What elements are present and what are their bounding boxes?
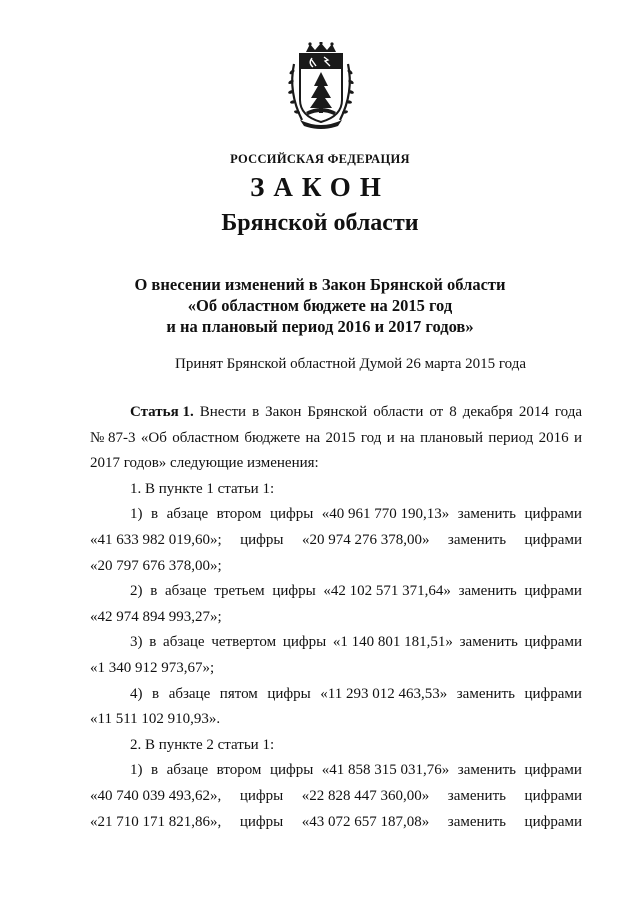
amendment-line (90, 682, 582, 708)
article-first-line (90, 400, 582, 426)
article-line (90, 451, 582, 477)
text-word: пятом (219, 685, 258, 702)
text-word: цифры (240, 531, 284, 548)
text-word: «41 858 315 031,76» (321, 762, 450, 779)
text-word: цифрами (524, 506, 582, 523)
text-word: цифры (269, 762, 314, 779)
text-word: втором (216, 762, 262, 779)
text-word: и (573, 429, 582, 446)
article-line (90, 426, 582, 452)
text-word: заменить (457, 506, 516, 523)
amendment-line (90, 707, 582, 733)
text-word: 1) (130, 506, 143, 523)
text-word: «40 961 770 190,13» (321, 506, 450, 523)
text-word: 2017 годов» следующие изменения: (90, 455, 319, 472)
text-word: цифры (239, 813, 284, 830)
text-word: абзаце (166, 762, 209, 779)
text-word: декабря (462, 404, 513, 420)
text-word: «42 102 571 371,64» (323, 583, 451, 600)
text-word: цифры (269, 506, 314, 523)
text-word: «1 140 801 181,51» (332, 634, 453, 651)
text-word: Брянской (307, 404, 368, 420)
text-word: Внести (199, 404, 247, 420)
amendment-line (90, 656, 582, 682)
adoption-note: Принят Брянской областной Думой 26 марта 2015 года (175, 356, 526, 372)
text-word: плановый (420, 429, 484, 446)
amendment-line (90, 733, 582, 759)
text-word: бюджете (244, 429, 301, 446)
law-title-line: и на плановый период 2016 и 2017 годов» (166, 317, 474, 336)
text-word: цифры (267, 685, 311, 702)
text-word: 3) (130, 634, 143, 651)
text-word: 8 (449, 404, 457, 420)
text-word: 1) (130, 762, 143, 779)
text-word: абзаце (168, 685, 211, 702)
text-word: заменить (458, 583, 517, 600)
text-word: 4) (130, 685, 143, 702)
law-title-line: О внесении изменений в Закон Брянской области (134, 275, 506, 294)
text-word: в (151, 506, 159, 523)
text-word: цифрами (524, 531, 582, 548)
amendment-line (90, 630, 582, 656)
text-word: «11 511 102 910,93». (90, 711, 221, 728)
text-word: года (554, 404, 582, 420)
text-word: в (149, 634, 157, 651)
country-heading: РОССИЙСКАЯ ФЕДЕРАЦИЯ (230, 152, 410, 166)
text-word: 2. В пункте 2 статьи 1: (130, 736, 275, 753)
text-word: абзаце (164, 583, 207, 600)
text-word: заменить (447, 531, 507, 548)
region-heading: Брянской области (221, 210, 419, 236)
text-word: областном (172, 429, 240, 446)
text-word: 2) (130, 583, 143, 600)
amendment-line (90, 605, 582, 631)
text-word: «20 797 676 378,00»; (90, 557, 222, 574)
text-word: № 87-3 (90, 429, 136, 446)
text-word: 2016 (538, 429, 569, 446)
text-word: заменить (447, 787, 506, 804)
text-word: цифрами (524, 762, 582, 779)
text-word: «1 340 912 973,67»; (90, 659, 215, 676)
text-word: заменить (457, 762, 516, 779)
text-word: период (488, 429, 534, 446)
text-word: цифрами (524, 583, 582, 600)
text-word: «41 633 982 019,60»; (90, 531, 222, 548)
text-word: 2015 (325, 429, 356, 446)
text-word: в (252, 404, 260, 420)
text-word: заменить (459, 634, 518, 651)
amendment-line (90, 758, 582, 784)
text-word: в (152, 685, 160, 702)
text-word: заменить (447, 813, 506, 830)
text-word: цифры (282, 634, 327, 651)
amendment-line (90, 477, 582, 503)
text-word: от (429, 404, 444, 420)
amendment-line (90, 810, 582, 836)
text-word: цифрами (524, 634, 582, 651)
text-word: цифрами (524, 787, 582, 804)
text-word: втором (216, 506, 262, 523)
text-word: в (151, 762, 159, 779)
text-word: «Об (140, 429, 167, 446)
text-word: заменить (456, 685, 515, 702)
text-word: Закон (265, 404, 302, 420)
text-word: «20 974 276 378,00» (301, 531, 430, 548)
text-word: 1. В пункте 1 статьи 1: (130, 480, 275, 497)
article-label: Статья 1. (130, 404, 194, 420)
law-title-line: «Об областном бюджете на 2015 год (187, 296, 453, 315)
text-word: «11 293 012 463,53» (320, 685, 448, 702)
text-word: цифрами (524, 685, 582, 702)
text-word: абзаце (166, 506, 209, 523)
text-word: цифры (239, 787, 284, 804)
text-word: цифрами (524, 813, 582, 830)
amendment-line (90, 528, 582, 554)
law-title (0, 274, 640, 337)
text-word: 2014 (518, 404, 549, 420)
text-word: «40 740 039 493,62», (90, 787, 222, 804)
coat-of-arms-icon (286, 42, 356, 130)
text-word: «43 072 657 187,08» (301, 813, 430, 830)
text-word: третьем (214, 583, 265, 600)
amendment-line (90, 502, 582, 528)
text-word: «21 710 171 821,86», (90, 813, 222, 830)
amendment-line (90, 579, 582, 605)
document-type-heading: ЗАКОН (250, 172, 390, 202)
amendment-line (90, 554, 582, 580)
text-word: «42 974 894 993,27»; (90, 608, 222, 625)
text-word: на (305, 429, 321, 446)
text-word: год (360, 429, 382, 446)
amendment-items (90, 477, 582, 835)
text-word: «22 828 447 360,00» (301, 787, 430, 804)
text-word: области (373, 404, 424, 420)
text-word: цифры (272, 583, 316, 600)
text-word: на (400, 429, 415, 446)
text-word: и (386, 429, 395, 446)
text-word: в (150, 583, 158, 600)
text-word: четвертом (211, 634, 277, 651)
law-body (90, 400, 582, 835)
text-word: абзаце (163, 634, 205, 651)
amendment-line (90, 784, 582, 810)
